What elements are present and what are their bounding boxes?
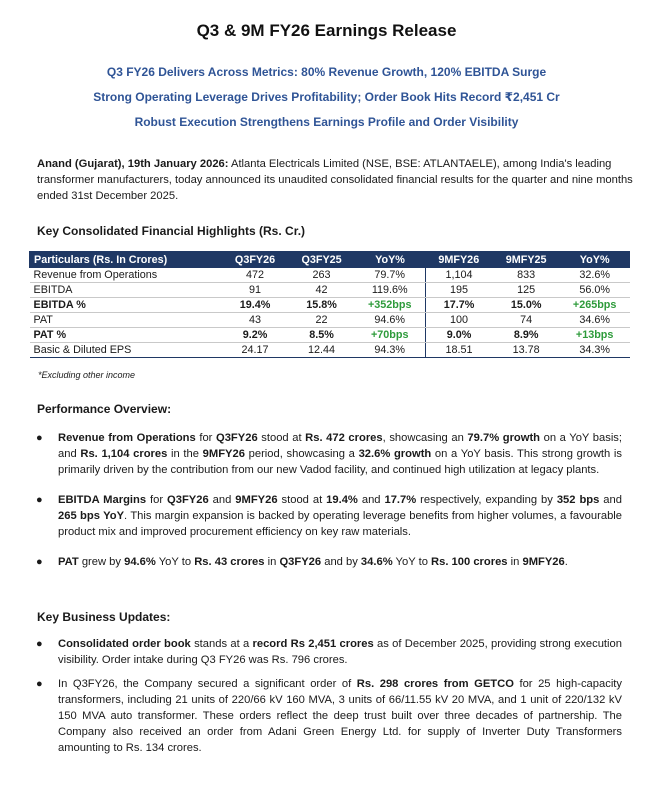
table-cell: 24.17 [222,343,289,358]
table-cell: 8.5% [288,328,355,343]
text-segment: , showcasing an [382,432,468,444]
list-item-text [58,432,622,476]
text-segment: In Q3FY26, the Company secured a significant order of [58,678,357,690]
table-cell: 34.6% [560,313,630,328]
table-cell: 91 [222,283,289,298]
text-segment: stood at [257,432,306,444]
text-segment: stood at [277,494,327,506]
text-segment: 265 bps YoY [58,510,125,522]
text-segment: 9MFY26 [235,494,278,506]
column-header: 9MFY25 [492,252,559,268]
table-cell: 22 [288,313,355,328]
table-cell: 43 [222,313,289,328]
table-row [30,298,630,313]
table-row [30,313,630,328]
column-header: 9MFY26 [425,252,492,268]
table-cell: 195 [425,283,492,298]
text-segment: stands at a [190,638,253,650]
column-header: YoY% [355,252,425,268]
text-segment: record Rs 2,451 [252,638,337,650]
table-cell: 17.7% [425,298,492,313]
table-cell: 15.8% [288,298,355,313]
text-segment: Q3FY26 [216,432,258,444]
table-cell: 8.9% [492,328,559,343]
text-segment: 94.6% [124,556,156,568]
table-cell: 42 [288,283,355,298]
table-cell: PAT [30,313,222,328]
business-list [36,636,622,756]
text-segment: EBITDA Margins [58,494,147,506]
table-header-row [30,252,630,268]
table-cell: 79.7% [355,268,425,283]
table-cell: +265bps [560,298,630,313]
text-segment: Revenue from Operations [58,432,196,444]
bullet-icon: ● [36,494,43,506]
table-cell: 74 [492,313,559,328]
bullet-icon: ● [36,556,43,568]
text-segment: and [357,494,385,506]
list-item [36,492,622,540]
text-segment: YoY to [392,556,432,568]
bullet-icon: ● [36,432,43,444]
table-cell: Basic & Diluted EPS [30,343,222,358]
table-cell: 1,104 [425,268,492,283]
list-item-text [58,638,622,666]
text-segment: 19.4% [326,494,358,506]
column-header: Q3FY26 [222,252,289,268]
table-cell: 472 [222,268,289,283]
table-cell: 119.6% [355,283,425,298]
text-segment: 32.6% growth [358,448,432,460]
text-segment: 9MFY26 [522,556,565,568]
list-item-text [58,678,622,754]
table-cell: 94.3% [355,343,425,358]
column-header: YoY% [560,252,630,268]
table-cell: 15.0% [492,298,559,313]
performance-list [36,430,622,570]
table-cell: 13.78 [492,343,559,358]
text-segment: 352 bps [556,494,600,506]
text-segment: in [264,556,280,568]
table-cell: PAT % [30,328,222,343]
table-row [30,328,630,343]
text-segment: Rs. 1,104 crores [80,448,168,460]
text-segment: . [564,556,568,568]
text-segment: crores [336,638,374,650]
subtitle: Q3 FY26 Delivers Across Metrics: 80% Revenue Growth, 120% EBITDA Surge [106,65,547,79]
text-segment: 17.7% [384,494,417,506]
text-segment: Rs. 472 crores [305,432,383,444]
list-item [36,676,622,756]
text-segment: and [208,494,236,506]
page-title: Q3 & 9M FY26 Earnings Release [196,21,457,40]
text-segment: Q3FY26 [167,494,209,506]
table-cell: +13bps [560,328,630,343]
text-segment: respectively, expanding by [416,494,557,506]
text-segment: 34.6% [360,556,393,568]
table-cell: 125 [492,283,559,298]
highlights-heading: Key Consolidated Financial Highlights (Rs. Cr.) [37,224,306,238]
table-cell: 18.51 [425,343,492,358]
bullet-icon: ● [36,638,43,650]
table-row [30,343,630,358]
table-cell: 263 [288,268,355,283]
table-row [30,268,630,283]
list-item-text [58,494,622,538]
financial-highlights-table [29,251,630,358]
list-item [36,430,622,478]
performance-heading: Performance Overview: [37,402,172,416]
text-segment: YoY to [155,556,195,568]
text-segment: Rs. 298 crores from GETCO [356,678,514,690]
table-footnote: *Excluding other income [38,370,136,380]
table-cell: +352bps [355,298,425,313]
column-header: Particulars (Rs. In Crores) [30,252,222,268]
list-item-text [58,556,568,568]
text-segment: Q3FY26 [279,556,322,568]
intro-lead: Anand (Gujarat), 19th January 2026: [37,158,229,170]
text-segment: period, showcasing a [244,448,359,460]
text-segment: for [195,432,216,444]
table-cell: 9.2% [222,328,289,343]
table-cell: 94.6% [355,313,425,328]
intro-paragraph [37,156,637,204]
table-cell: 56.0% [560,283,630,298]
text-segment: and by [321,556,361,568]
table-cell: +70bps [355,328,425,343]
subtitle: Strong Operating Leverage Drives Profitability; Order Book Hits Record ₹2,451 Cr [93,90,560,104]
text-segment: 9MFY26 [202,448,245,460]
list-item [36,636,622,668]
bullet-icon: ● [36,678,43,690]
text-segment: Rs. 43 crores [194,556,265,568]
table-cell: EBITDA [30,283,222,298]
text-segment: in [507,556,523,568]
text-segment: . This margin expansion is backed by operating leverage benefits from higher volumes, a favourable product mix and improved procurement efficiency on key raw materials. [58,510,623,538]
intro-body: Atlanta Electricals Limited (NSE, BSE: ATLANTAELE), among India's leading transformer manufacturers, today announced its unaudited consolidated financial results for the quarter and nine months ended 31st December 2025. [37,158,633,202]
table-cell: EBITDA % [30,298,222,313]
text-segment: on a YoY basis; and [58,432,623,460]
text-segment: as of December 2025, providing strong execution visibility. Order intake during Q3 FY26 was Rs. 796 crores. [58,638,622,666]
table-row [30,283,630,298]
table-cell: 9.0% [425,328,492,343]
table-cell: 34.3% [560,343,630,358]
table-cell: 100 [425,313,492,328]
table-cell: 19.4% [222,298,289,313]
text-segment: 79.7% growth [467,432,541,444]
text-segment: for 25 high-capacity transformers, including 21 units of 220/66 kV 160 MVA, 3 units of 66/11.55 kV 20 MVA, and 1 unit of 220/132 kV 150 MVA auto transformer. These orders reflect the deep trust built over three decades of partnership. The Company also received an order from Adani Green Energy Ltd. for supply of Inverter Duty Transformers amounting to Rs. 134 crores. [58,678,623,754]
text-segment: PAT [58,556,79,568]
text-segment: and [599,494,622,506]
text-segment: for [146,494,168,506]
business-heading: Key Business Updates: [37,610,171,624]
list-item [36,554,622,570]
table-cell: 12.44 [288,343,355,358]
text-segment: grew by [78,556,125,568]
text-segment: in the [167,448,203,460]
text-segment: Consolidated order book [58,638,191,650]
subtitle: Robust Execution Strengthens Earnings Profile and Order Visibility [134,115,519,129]
table-cell: 32.6% [560,268,630,283]
text-segment: Rs. 100 crores [431,556,508,568]
subtitle-block [0,63,653,138]
column-header: Q3FY25 [288,252,355,268]
table-cell: Revenue from Operations [30,268,222,283]
table-cell: 833 [492,268,559,283]
text-segment: on a YoY basis. This strong growth is primarily driven by the contribution from our new Vadod facility, and continued high utilization at legacy plants. [58,448,622,476]
